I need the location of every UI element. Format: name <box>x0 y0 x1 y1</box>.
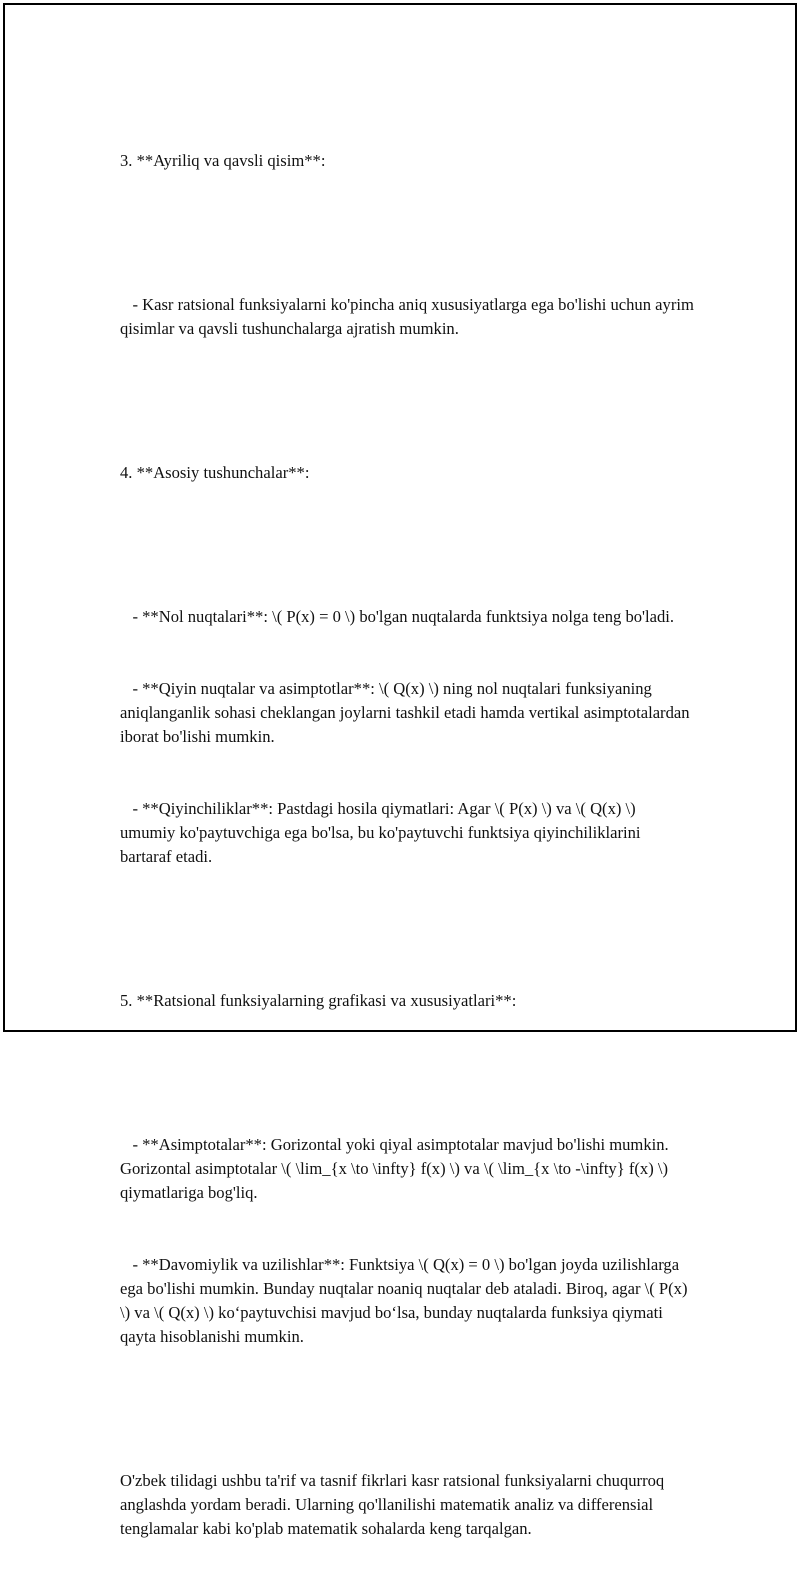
list-item: - **Asimptotalar**: Gorizontal yoki qiyal asimptotalar mavjud bo'lishi mumkin. Gorizontal asimptotalar \( \lim_{x \to \infty} f(x) \) va \( \lim_{x \to -\infty} f(x) \) qiymatlariga bog'liq. <box>120 1135 673 1202</box>
section-heading: 3. **Ayriliq va qavsli qisim**: <box>120 151 326 170</box>
document-body <box>120 101 699 1589</box>
spacer <box>120 917 695 941</box>
spacer <box>120 221 695 245</box>
page-frame <box>3 3 797 1538</box>
section-heading: 5. **Ratsional funksiyalarning grafikasi va xususiyatlari**: <box>120 991 517 1010</box>
list-item: - **Nol nuqtalari**: \( P(x) = 0 \) bo'lgan nuqtalarda funktsiya nolga teng bo'ladi. <box>120 607 675 626</box>
spacer <box>120 533 695 557</box>
list-item: - **Qiyin nuqtalar va asimptotlar**: \( Q(x) \) ning nol nuqtalari funksiyaning aniqlanganlik sohasi cheklangan joylarni tashkil etadi hamda vertikal asimptotalardan iborat bo'lishi mumkin. <box>120 679 694 746</box>
spacer <box>120 389 695 413</box>
list-item: - **Davomiylik va uzilishlar**: Funktsiya \( Q(x) = 0 \) bo'lgan joyda uzilishlarga ega bo'lishi mumkin. Bunday nuqtalar noaniq nuqtalar deb ataladi. Biroq, agar \( P(x) \) va \( Q(x) \) ko‘paytuvchisi mavjud bo‘lsa, bunday nuqtalarda funksiya qiymati qayta hisoblanishi mumkin. <box>120 1255 692 1346</box>
list-item: - Kasr ratsional funksiyalarni ko'pincha aniq xususiyatlarga ega bo'lishi uchun ayrim qisimlar va qavsli tushunchalarga ajratish mumkin. <box>120 295 699 338</box>
closing-paragraph: O'zbek tilidagi ushbu ta'rif va tasnif fikrlari kasr ratsional funksiyalarni chuqurroq anglashda yordam beradi. Ularning qo'llanilishi matematik analiz va differensial tenglamalar kabi ko'plab matematik sohalarda keng tarqalgan. <box>120 1471 669 1538</box>
spacer <box>120 1397 695 1421</box>
spacer <box>120 1061 695 1085</box>
list-item: - **Qiyinchiliklar**: Pastdagi hosila qiymatlari: Agar \( P(x) \) va \( Q(x) \) umumiy ko'paytuvchiga ega bo'lsa, bu ko'paytuvchi funktsiya qiyinchiliklarini bartaraf etadi. <box>120 799 645 866</box>
section-heading: 4. **Asosiy tushunchalar**: <box>120 463 310 482</box>
